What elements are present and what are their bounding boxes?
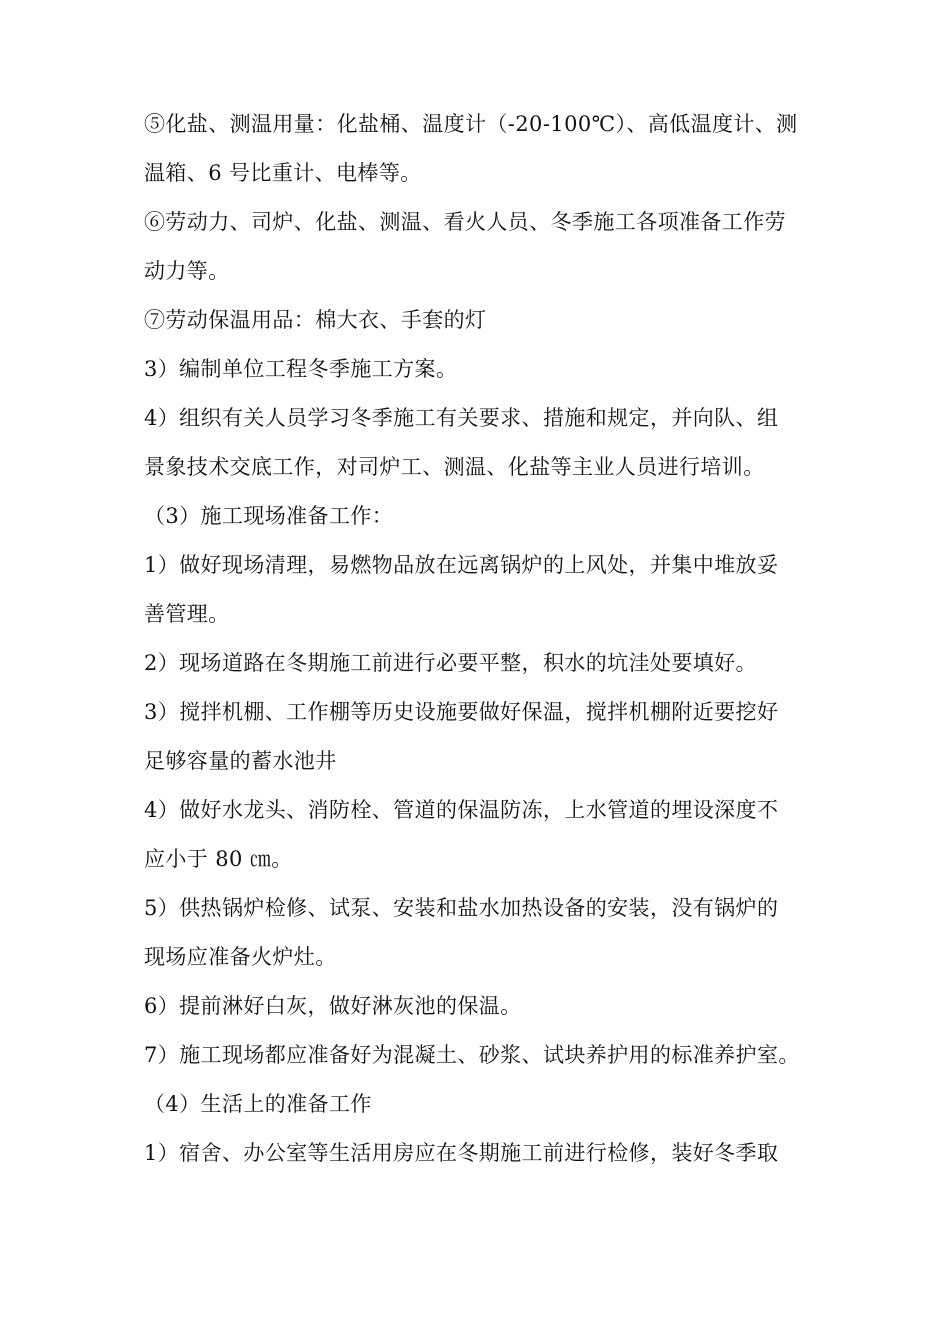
- paragraph-line: 7）施工现场都应准备好为混凝土、砂浆、试块养护用的标准养护室。: [144, 1043, 800, 1067]
- section-heading: （3）施工现场准备工作：: [144, 504, 394, 528]
- document-body: [144, 112, 814, 1165]
- paragraph-line: ⑥劳动力、司炉、化盐、测温、看火人员、冬季施工各项准备工作劳: [144, 210, 786, 234]
- paragraph-line: 1）宿舍、办公室等生活用房应在冬期施工前进行检修，装好冬季取: [144, 1141, 779, 1165]
- paragraph-line: 5）供热锅炉检修、试泵、安装和盐水加热设备的安装，没有锅炉的: [144, 896, 779, 920]
- paragraph-line: 4）做好水龙头、消防栓、管道的保温防冻，上水管道的埋设深度不: [144, 798, 779, 822]
- paragraph-line: 2）现场道路在冬期施工前进行必要平整，积水的坑洼处要填好。: [144, 651, 757, 675]
- section-heading: （4）生活上的准备工作: [144, 1092, 372, 1116]
- paragraph-line: 1）做好现场清理，易燃物品放在远离锅炉的上风处，并集中堆放妥: [144, 553, 779, 577]
- paragraph-line: 应小于 80 ㎝。: [144, 847, 293, 871]
- paragraph-line: 3）编制单位工程冬季施工方案。: [144, 357, 458, 381]
- paragraph-line: 善管理。: [144, 602, 230, 626]
- paragraph-line: ⑤化盐、测温用量：化盐桶、温度计（-20-100℃）、高低温度计、测: [144, 112, 798, 136]
- paragraph-line: 3）搅拌机棚、工作棚等历史设施要做好保温，搅拌机棚附近要挖好: [144, 700, 779, 724]
- paragraph-line: 4）组织有关人员学习冬季施工有关要求、措施和规定，并向队、组: [144, 406, 779, 430]
- paragraph-line: 景象技术交底工作，对司炉工、测温、化盐等主业人员进行培训。: [144, 455, 765, 479]
- paragraph-line: ⑦劳动保温用品：棉大衣、手套的灯: [144, 308, 487, 332]
- paragraph-line: 温箱、6 号比重计、电棒等。: [144, 161, 422, 185]
- paragraph-line: 动力等。: [144, 259, 230, 283]
- paragraph-line: 足够容量的蓄水池井: [144, 749, 337, 773]
- paragraph-line: 6）提前淋好白灰，做好淋灰池的保温。: [144, 994, 522, 1018]
- paragraph-line: 现场应准备火炉灶。: [144, 945, 337, 969]
